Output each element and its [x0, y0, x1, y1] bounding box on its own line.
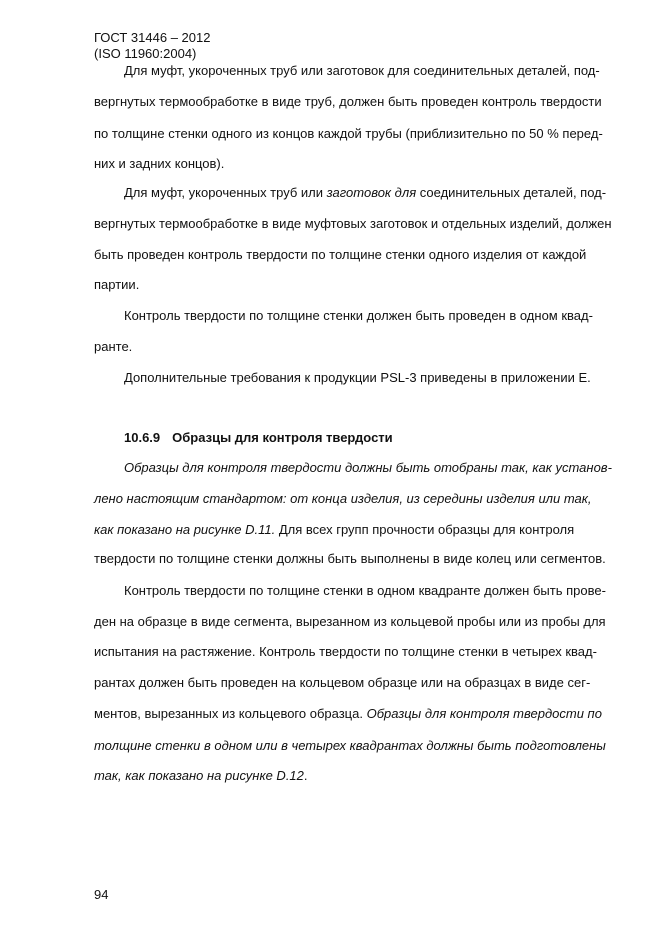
text-span: ментов, вырезанных из кольцевого образца.: [94, 706, 367, 721]
section-title: Образцы для контроля твердости: [172, 430, 393, 445]
text-line: по толщине стенки одного из концов каждой трубы (приблизительно по 50 % перед-: [94, 126, 603, 141]
text-line: лено настоящим стандартом: от конца изделия, из середины изделия или так,: [94, 491, 592, 506]
italic-span: так, как показано на рисунке D.12: [94, 768, 304, 783]
text-line: [124, 185, 606, 201]
section-number: 10.6.9: [124, 430, 161, 445]
text-span: Для муфт, укороченных труб или: [124, 185, 327, 200]
text-line: Контроль твердости по толщине стенки в одном квадранте должен быть прове-: [124, 583, 606, 598]
text-line: рантах должен быть проведен на кольцевом образце или на образцах в виде сег-: [94, 675, 591, 690]
text-line: быть проведен контроль твердости по толщине стенки одного изделия от каждой: [94, 247, 587, 262]
text-line: них и задних концов).: [94, 156, 225, 171]
header-iso: (ISO 11960:2004): [94, 46, 197, 61]
text-line: испытания на растяжение. Контроль твердости по толщине стенки в четырех квад-: [94, 644, 597, 659]
text-line: вергнутых термообработке в виде муфтовых заготовок и отдельных изделий, должен: [94, 216, 612, 231]
text-span: Для всех групп прочности образцы для контроля: [275, 522, 575, 537]
text-line: [94, 706, 602, 722]
text-line: ден на образце в виде сегмента, вырезанном из кольцевой пробы или из пробы для: [94, 614, 606, 629]
page-number: 94: [94, 887, 109, 902]
text-line: партии.: [94, 277, 140, 292]
text-span: соединительных деталей, под-: [416, 185, 607, 200]
italic-span: Образцы для контроля твердости по: [366, 706, 602, 721]
text-span: .: [303, 768, 308, 783]
italic-span: заготовок для: [326, 185, 417, 200]
text-line: Для муфт, укороченных труб или заготовок для соединительных деталей, под-: [124, 63, 600, 78]
text-line: вергнутых термообработке в виде труб, должен быть проведен контроль твердости: [94, 94, 602, 109]
header-standard: ГОСТ 31446 – 2012: [94, 30, 211, 45]
text-line: толщине стенки в одном или в четырех квадрантах должны быть подготовлены: [94, 738, 606, 753]
text-line: твердости по толщине стенки должны быть выполнены в виде колец или сегментов.: [94, 551, 606, 566]
italic-span: как показано на рисунке D.11.: [94, 522, 276, 537]
text-line: [94, 522, 574, 538]
text-line: Дополнительные требования к продукции PSL-3 приведены в приложении Е.: [124, 370, 591, 385]
section-heading: [124, 430, 393, 446]
text-line: ранте.: [94, 339, 133, 354]
text-line: Контроль твердости по толщине стенки должен быть проведен в одном квад-: [124, 308, 593, 323]
text-line: [94, 768, 308, 784]
text-line: Образцы для контроля твердости должны быть отобраны так, как установ-: [124, 460, 612, 475]
